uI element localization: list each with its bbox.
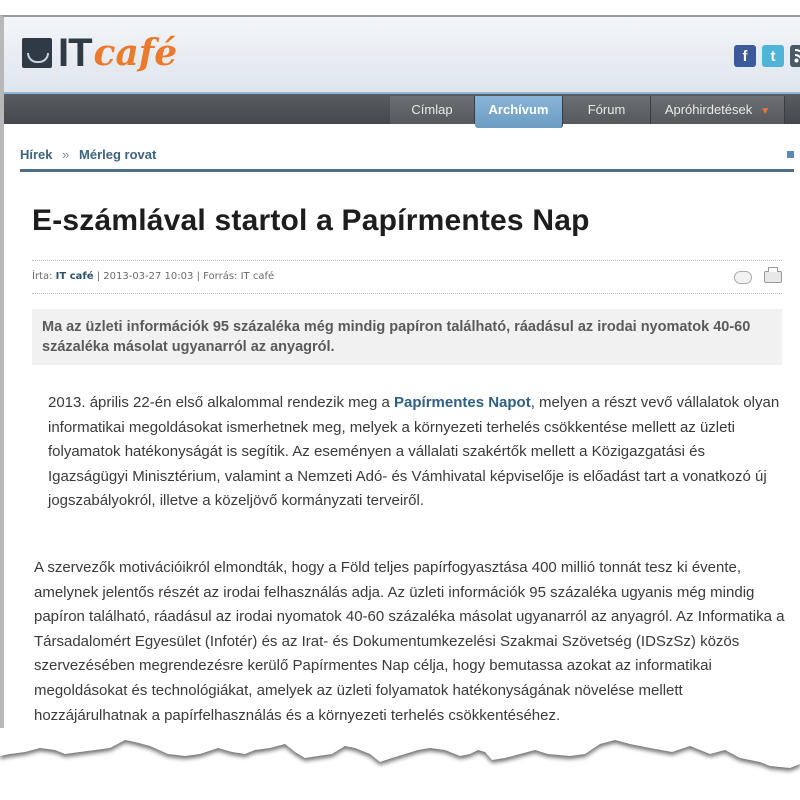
facebook-icon[interactable]: f bbox=[734, 45, 756, 67]
browser-page bbox=[0, 15, 800, 745]
nav-item-cimlap[interactable]: Címlap bbox=[390, 96, 475, 124]
breadcrumb-separator: » bbox=[62, 147, 70, 162]
logo-it-text: IT bbox=[58, 31, 92, 75]
paragraph-text: 2013. április 22-én első alkalommal rendezik meg a bbox=[48, 394, 395, 411]
papirmentes-napot-link[interactable]: Papírmentes Napot bbox=[394, 394, 531, 411]
author-name[interactable]: IT café bbox=[55, 271, 94, 282]
torn-paper-edge bbox=[0, 728, 800, 800]
article-paragraph-2: A szervezők motivációikról elmondták, hogy a Föld teljes papírfogyasztása 400 millió tonnát tesz ki évente, amelynek jelentős részét az irodai felhasználás adja. Az üzleti információk 95 százaléka ugyanis még mindig papíron található, ráadásul az irodai nyomatok 40-60 százaléka másolat ugyanarról az anyagról. Az Informatika a Társadalomért Egyesület (Infotér) és az Irat- és Dokumentumkezelési Szakmai Szövetség (IDSzSz) közös szervezésében megrendezésre kerülő Papírmentes Nap célja, hogy bemutassa azokat az informatikai megoldásokat és technológiákat, amelyek az üzleti folyamatok hatékonyságának növelése mellett hozzájárulhatnak a papírfelhasználás és a környezeti terhelés csökkentéséhez. bbox=[34, 559, 785, 724]
meta-divider: | bbox=[196, 271, 200, 282]
rss-icon[interactable] bbox=[790, 45, 800, 67]
main-nav bbox=[4, 94, 800, 124]
source-name: IT café bbox=[240, 271, 275, 282]
logo-cafe-text: café bbox=[93, 32, 178, 74]
twitter-icon[interactable]: t bbox=[762, 45, 784, 67]
print-icon[interactable] bbox=[764, 271, 782, 283]
site-logo[interactable] bbox=[22, 33, 177, 73]
author-label: Írta: bbox=[32, 271, 53, 282]
social-links bbox=[734, 45, 800, 67]
nav-item-aprohirdetesek[interactable] bbox=[651, 96, 785, 124]
breadcrumb bbox=[20, 147, 794, 172]
breadcrumb-hirek[interactable]: Hírek bbox=[20, 147, 53, 162]
nav-item-label: Apróhirdetések bbox=[664, 102, 753, 117]
breadcrumb-merleg-rovat[interactable]: Mérleg rovat bbox=[79, 147, 157, 162]
nav-item-archivum[interactable]: Archívum bbox=[475, 96, 563, 128]
site-header bbox=[4, 17, 800, 94]
nav-item-forum[interactable]: Fórum bbox=[563, 96, 651, 124]
article-paragraph-1 bbox=[48, 391, 788, 514]
comment-icon[interactable] bbox=[734, 271, 752, 284]
meta-divider: | bbox=[96, 271, 101, 282]
article-title: E-számlával startol a Papírmentes Nap bbox=[32, 204, 590, 237]
source-label: Forrás: bbox=[203, 271, 238, 282]
square-marker-icon bbox=[787, 151, 794, 158]
publish-date: 2013-03-27 10:03 bbox=[103, 271, 194, 282]
article-lead: Ma az üzleti információk 95 százaléka még mindig papíron található, ráadásul az irodai nyomatok 40-60 százaléka másolat ugyanarról az anyagról. bbox=[32, 309, 782, 365]
paragraph-text: , melyen a részt vevő vállalatok olyan informatikai megoldásokat ismerhetnek meg, melyek a környezeti terhelés csökkentése mellett az üzleti folyamatok hatékonyságát is segítik. Az eseményen a vállalati szakértők mellett a Közigazgatási és Igazságügyi Minisztérium, valamint a Nemzeti Adó- és Vámhivatal képviselője is előadást tart a vonatkozó új jogszabályokról, illetve a közeljövő kormányzati terveiről. bbox=[48, 394, 780, 510]
dropdown-caret-icon: ▼ bbox=[760, 106, 771, 117]
article-meta bbox=[32, 260, 782, 294]
coffee-cup-icon bbox=[22, 38, 52, 68]
